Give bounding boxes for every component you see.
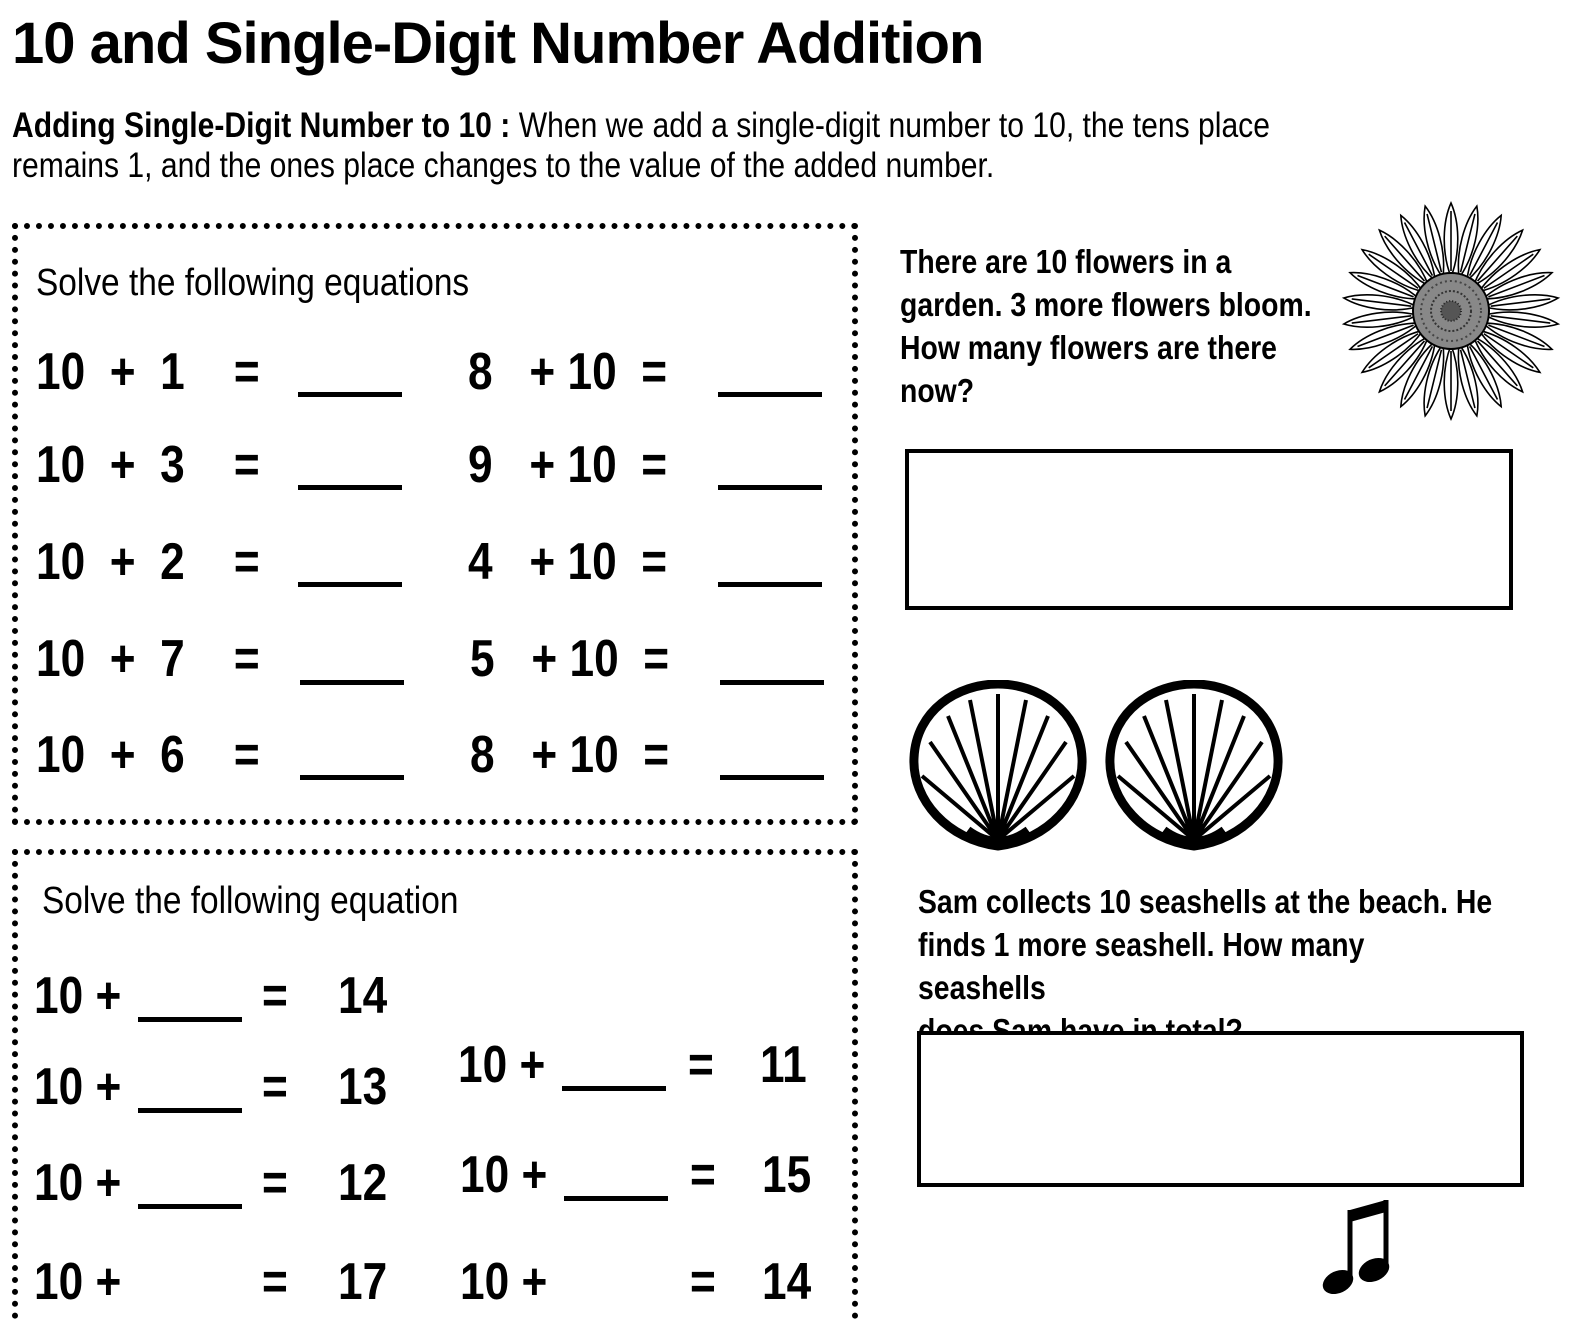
equation-result: 14 (762, 1253, 812, 1311)
equals-sign: = (262, 1253, 288, 1311)
equals-sign: = (690, 1146, 716, 1204)
intro-text-line1: When we add a single-digit number to 10, the tens place (518, 106, 1270, 145)
sunflower-petal (1444, 345, 1458, 419)
equation-result: 14 (338, 967, 388, 1025)
problem-line: now? (900, 372, 975, 409)
answer-blank[interactable] (564, 1196, 668, 1201)
intro-label: Adding Single-Digit Number to 10 : (12, 106, 511, 145)
equals-sign: = (690, 1253, 716, 1311)
answer-blank[interactable] (720, 680, 824, 685)
answer-blank[interactable] (138, 1204, 242, 1209)
answer-box-seashells[interactable] (917, 1031, 1524, 1187)
word-problem-seashells (918, 880, 1494, 1052)
equation-row: 10 + (34, 1154, 122, 1212)
problem-line: garden. 3 more flowers bloom. (900, 286, 1312, 323)
answer-blank[interactable] (718, 485, 822, 490)
page-title: 10 and Single-Digit Number Addition (12, 11, 984, 76)
answer-blank[interactable] (300, 775, 404, 780)
sunflower-petal (1444, 203, 1458, 277)
section2-instruction: Solve the following equation (42, 880, 459, 922)
equation-row: 10 + (34, 1253, 122, 1311)
problem-line: finds 1 more seashell. How many seashells (918, 926, 1365, 1006)
answer-blank[interactable] (298, 582, 402, 587)
answer-blank[interactable] (718, 582, 822, 587)
equation-result: 13 (338, 1058, 388, 1116)
equals-sign: = (262, 1058, 288, 1116)
word-problem-flowers (900, 240, 1312, 412)
equation-row: 8 + 10 = (468, 343, 668, 401)
equation-row: 10 + (34, 967, 122, 1025)
answer-blank[interactable] (298, 485, 402, 490)
equation-row: 10 + (460, 1253, 548, 1311)
equation-row: 10 + 3 = (36, 436, 260, 494)
equation-row: 9 + 10 = (468, 436, 668, 494)
equation-row: 5 + 10 = (470, 630, 670, 688)
intro-text-line2: remains 1, and the ones place changes to the value of the added number. (12, 146, 995, 185)
answer-box-flowers[interactable] (905, 449, 1513, 610)
equation-row: 10 + 2 = (36, 533, 260, 591)
problem-line: How many flowers are there (900, 329, 1277, 366)
equation-row: 10 + 6 = (36, 726, 260, 784)
equals-sign: = (262, 1154, 288, 1212)
equation-row: 10 + (34, 1058, 122, 1116)
answer-blank[interactable] (562, 1086, 666, 1091)
answer-blank[interactable] (718, 392, 822, 397)
intro-paragraph (12, 106, 1560, 186)
equation-result: 12 (338, 1154, 388, 1212)
problem-line: There are 10 flowers in a (900, 243, 1232, 280)
equation-row: 8 + 10 = (470, 726, 670, 784)
equation-row: 10 + 1 = (36, 343, 260, 401)
sunflower-icon (1340, 200, 1562, 422)
answer-blank[interactable] (300, 680, 404, 685)
equation-row: 10 + 7 = (36, 630, 260, 688)
answer-blank[interactable] (138, 1017, 242, 1022)
answer-blank[interactable] (720, 775, 824, 780)
equation-row: 10 + (460, 1146, 548, 1204)
section1-instruction: Solve the following equations (36, 262, 470, 304)
answer-blank[interactable] (138, 1108, 242, 1113)
equation-row: 4 + 10 = (468, 533, 668, 591)
equation-result: 17 (338, 1253, 388, 1311)
equation-result: 11 (760, 1036, 807, 1094)
equals-sign: = (262, 967, 288, 1025)
equation-result: 15 (762, 1146, 812, 1204)
answer-blank[interactable] (298, 392, 402, 397)
equals-sign: = (688, 1036, 714, 1094)
seashell-icon (908, 680, 1294, 852)
problem-line: Sam collects 10 seashells at the beach. He (918, 883, 1493, 920)
music-note-icon (1318, 1196, 1402, 1297)
equation-row: 10 + (458, 1036, 546, 1094)
